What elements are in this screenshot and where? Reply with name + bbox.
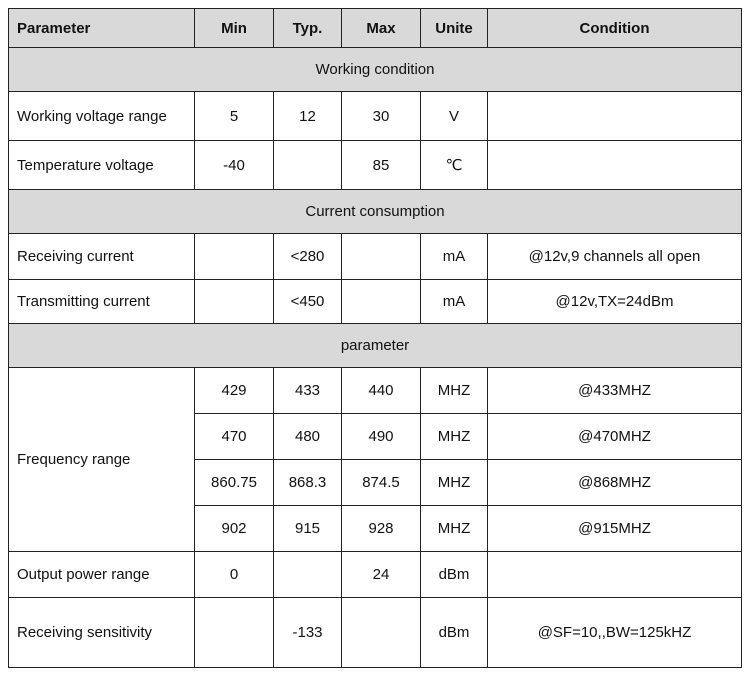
cell-unit: mA xyxy=(421,280,488,324)
spec-table xyxy=(8,8,742,668)
cell-condition: @433MHZ xyxy=(488,368,742,414)
cell-condition xyxy=(488,92,742,141)
table-row xyxy=(9,552,742,598)
cell-min: 902 xyxy=(195,506,274,552)
section-row xyxy=(9,324,742,368)
cell-typ xyxy=(274,141,342,190)
cell-max: 440 xyxy=(342,368,421,414)
table-row xyxy=(9,598,742,668)
header-parameter: Parameter xyxy=(9,9,195,48)
cell-min: 0 xyxy=(195,552,274,598)
table-row xyxy=(9,234,742,280)
cell-min: 5 xyxy=(195,92,274,141)
table-row xyxy=(9,92,742,141)
section-row xyxy=(9,190,742,234)
cell-max xyxy=(342,234,421,280)
cell-max: 928 xyxy=(342,506,421,552)
cell-unit: MHZ xyxy=(421,368,488,414)
cell-condition: @12v,9 channels all open xyxy=(488,234,742,280)
section-row xyxy=(9,48,742,92)
cell-condition: @915MHZ xyxy=(488,506,742,552)
section-working-condition: Working condition xyxy=(9,48,742,92)
row-label: Receiving current xyxy=(9,234,195,280)
cell-unit: mA xyxy=(421,234,488,280)
cell-max xyxy=(342,598,421,668)
cell-max: 24 xyxy=(342,552,421,598)
row-label: Receiving sensitivity xyxy=(9,598,195,668)
cell-min: -40 xyxy=(195,141,274,190)
header-max: Max xyxy=(342,9,421,48)
cell-min: 429 xyxy=(195,368,274,414)
cell-max: 874.5 xyxy=(342,460,421,506)
header-typ: Typ. xyxy=(274,9,342,48)
cell-max xyxy=(342,280,421,324)
cell-condition xyxy=(488,141,742,190)
table-row xyxy=(9,280,742,324)
cell-condition: @SF=10,,BW=125kHZ xyxy=(488,598,742,668)
cell-condition: @868MHZ xyxy=(488,460,742,506)
row-label-frequency: Frequency range xyxy=(9,368,195,552)
cell-unit: dBm xyxy=(421,598,488,668)
cell-unit: MHZ xyxy=(421,414,488,460)
section-current-consumption: Current consumption xyxy=(9,190,742,234)
cell-max: 490 xyxy=(342,414,421,460)
cell-min: 470 xyxy=(195,414,274,460)
cell-typ: <450 xyxy=(274,280,342,324)
table-row xyxy=(9,141,742,190)
cell-typ: -133 xyxy=(274,598,342,668)
cell-typ: 433 xyxy=(274,368,342,414)
row-label: Transmitting current xyxy=(9,280,195,324)
cell-condition: @470MHZ xyxy=(488,414,742,460)
cell-unit: MHZ xyxy=(421,460,488,506)
cell-unit: ℃ xyxy=(421,141,488,190)
cell-condition xyxy=(488,552,742,598)
header-min: Min xyxy=(195,9,274,48)
cell-max: 30 xyxy=(342,92,421,141)
cell-min xyxy=(195,598,274,668)
cell-min: 860.75 xyxy=(195,460,274,506)
cell-unit: dBm xyxy=(421,552,488,598)
row-label: Output power range xyxy=(9,552,195,598)
cell-unit: V xyxy=(421,92,488,141)
cell-unit: MHZ xyxy=(421,506,488,552)
cell-typ: 915 xyxy=(274,506,342,552)
cell-max: 85 xyxy=(342,141,421,190)
header-unit: Unite xyxy=(421,9,488,48)
row-label: Temperature voltage xyxy=(9,141,195,190)
table-row xyxy=(9,368,742,414)
cell-typ: 480 xyxy=(274,414,342,460)
cell-min xyxy=(195,234,274,280)
row-label: Working voltage range xyxy=(9,92,195,141)
section-parameter: parameter xyxy=(9,324,742,368)
cell-typ xyxy=(274,552,342,598)
cell-typ: 12 xyxy=(274,92,342,141)
cell-min xyxy=(195,280,274,324)
cell-condition: @12v,TX=24dBm xyxy=(488,280,742,324)
header-row xyxy=(9,9,742,48)
cell-typ: 868.3 xyxy=(274,460,342,506)
header-condition: Condition xyxy=(488,9,742,48)
cell-typ: <280 xyxy=(274,234,342,280)
